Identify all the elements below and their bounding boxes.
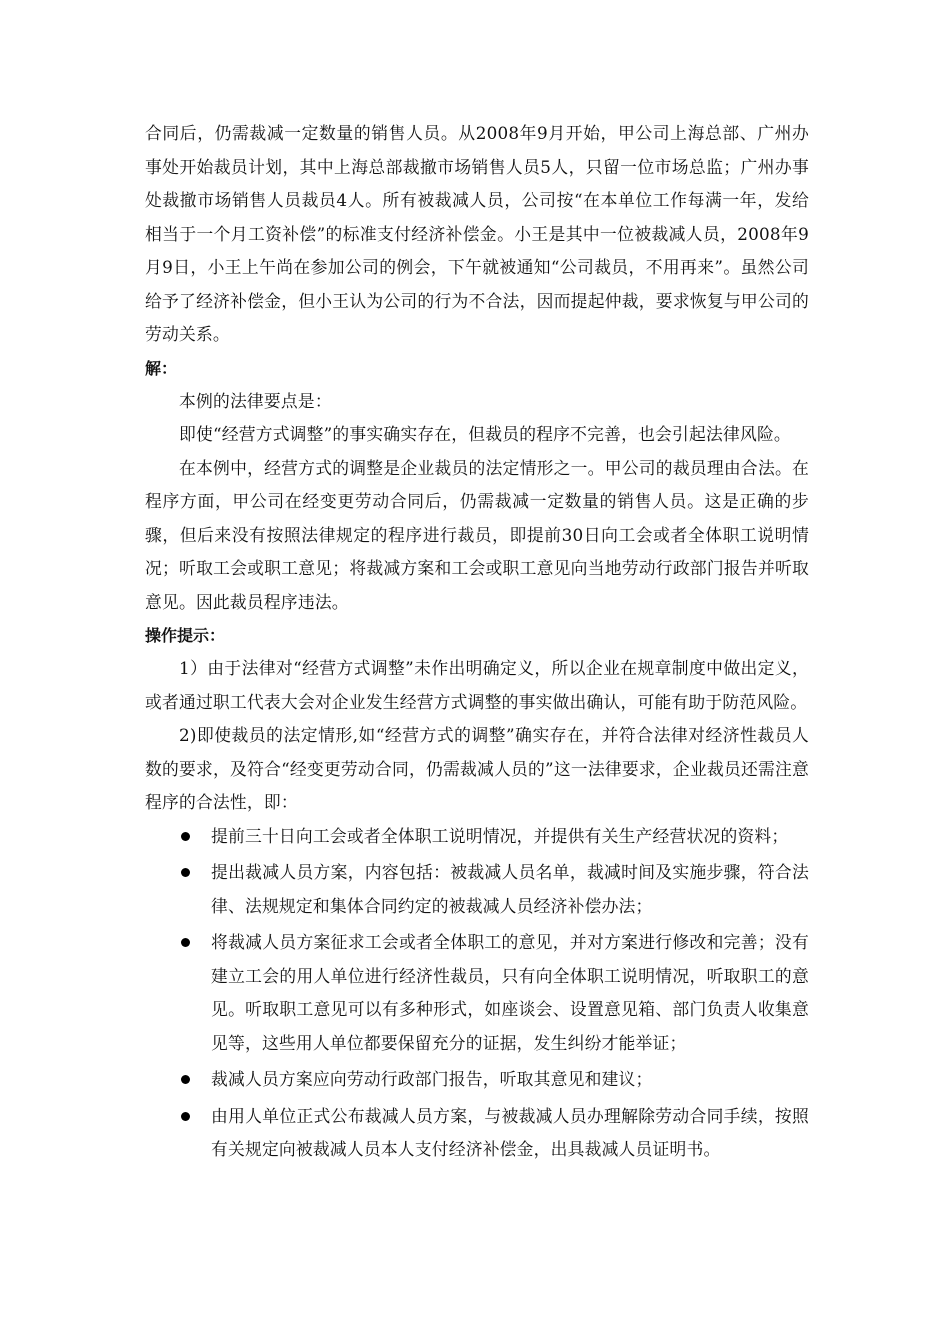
solution-heading: 解：: [145, 358, 178, 378]
bullet-icon: [181, 1112, 190, 1121]
bullet-icon: [181, 832, 190, 841]
tips-paragraph: 1）由于法律对“经营方式调整”未作出明确定义，所以企业在规章制度中做出定义，或者通过职工代表大会对企业发生经营方式调整的事实做出确认，可能有助于防范风险。: [145, 658, 809, 712]
bullet-icon: [181, 868, 190, 877]
solution-paragraph: 即使“经营方式调整”的事实确实存在，但裁员的程序不完善，也会引起法律风险。: [179, 424, 791, 444]
intro-paragraph: 合同后，仍需裁减一定数量的销售人员。从2008年9月开始，甲公司上海总部、广州办事处开始裁员计划，其中上海总部裁撤市场销售人员5人，只留一位市场总监；广州办事处裁撤市场销售人员裁员4人。所有被裁减人员，公司按“在本单位工作每满一年，发给相当于一个月工资补偿”的标准支付经济补偿金。小王是其中一位被裁减人员，2008年9月9日，小王上午尚在参加公司的例会，下午就被通知“公司裁员，不用再来”。虽然公司给予了经济补偿金，但小王认为公司的行为不合法，因而提起仲裁，要求恢复与甲公司的劳动关系。: [145, 123, 809, 344]
list-item: [145, 856, 809, 923]
solution-paragraph: 在本例中，经营方式的调整是企业裁员的法定情形之一。甲公司的裁员理由合法。在程序方面，甲公司在经变更劳动合同后，仍需裁减一定数量的销售人员。这是正确的步骤，但后来没有按照法律规定的程序进行裁员，即提前30日向工会或者全体职工说明情况；听取工会或职工意见；将裁减方案和工会或职工意见向当地劳动行政部门报告并听取意见。因此裁员程序违法。: [145, 457, 809, 612]
bullet-icon: [181, 1075, 190, 1084]
list-item: [145, 926, 809, 1060]
list-item: [145, 1063, 809, 1097]
document-page: [145, 117, 809, 1170]
bullet-icon: [181, 938, 190, 947]
list-item-text: 将裁减人员方案征求工会或者全体职工的意见，并对方案进行修改和完善；没有建立工会的用人单位进行经济性裁员，只有向全体职工说明情况，听取职工的意见。听取职工意见可以有多种形式，如座谈会、设置意见箱、部门负责人收集意见等，这些用人单位都要保留充分的证据，发生纠纷才能举证；: [211, 932, 809, 1053]
list-item-text: 裁减人员方案应向劳动行政部门报告，听取其意见和建议；: [211, 1069, 653, 1089]
procedure-list: [145, 820, 809, 1167]
list-item: [145, 1100, 809, 1167]
list-item-text: 提出裁减人员方案，内容包括：被裁减人员名单，裁减时间及实施步骤，符合法律、法规规定和集体合同约定的被裁减人员经济补偿办法；: [211, 862, 809, 916]
list-item-text: 由用人单位正式公布裁减人员方案，与被裁减人员办理解除劳动合同手续，按照有关规定向被裁减人员本人支付经济补偿金，出具裁减人员证明书。: [211, 1105, 809, 1159]
tips-heading: 操作提示：: [145, 626, 226, 645]
list-item-text: 提前三十日向工会或者全体职工说明情况，并提供有关生产经营状况的资料；: [211, 825, 789, 846]
solution-paragraph: 本例的法律要点是：: [179, 390, 332, 411]
list-item: [145, 820, 809, 854]
tips-paragraph: 2)即使裁员的法定情形,如“经营方式的调整”确实存在，并符合法律对经济性裁员人数的要求，及符合“经变更劳动合同，仍需裁减人员的”这一法律要求，企业裁员还需注意程序的合法性，即：: [145, 725, 809, 812]
